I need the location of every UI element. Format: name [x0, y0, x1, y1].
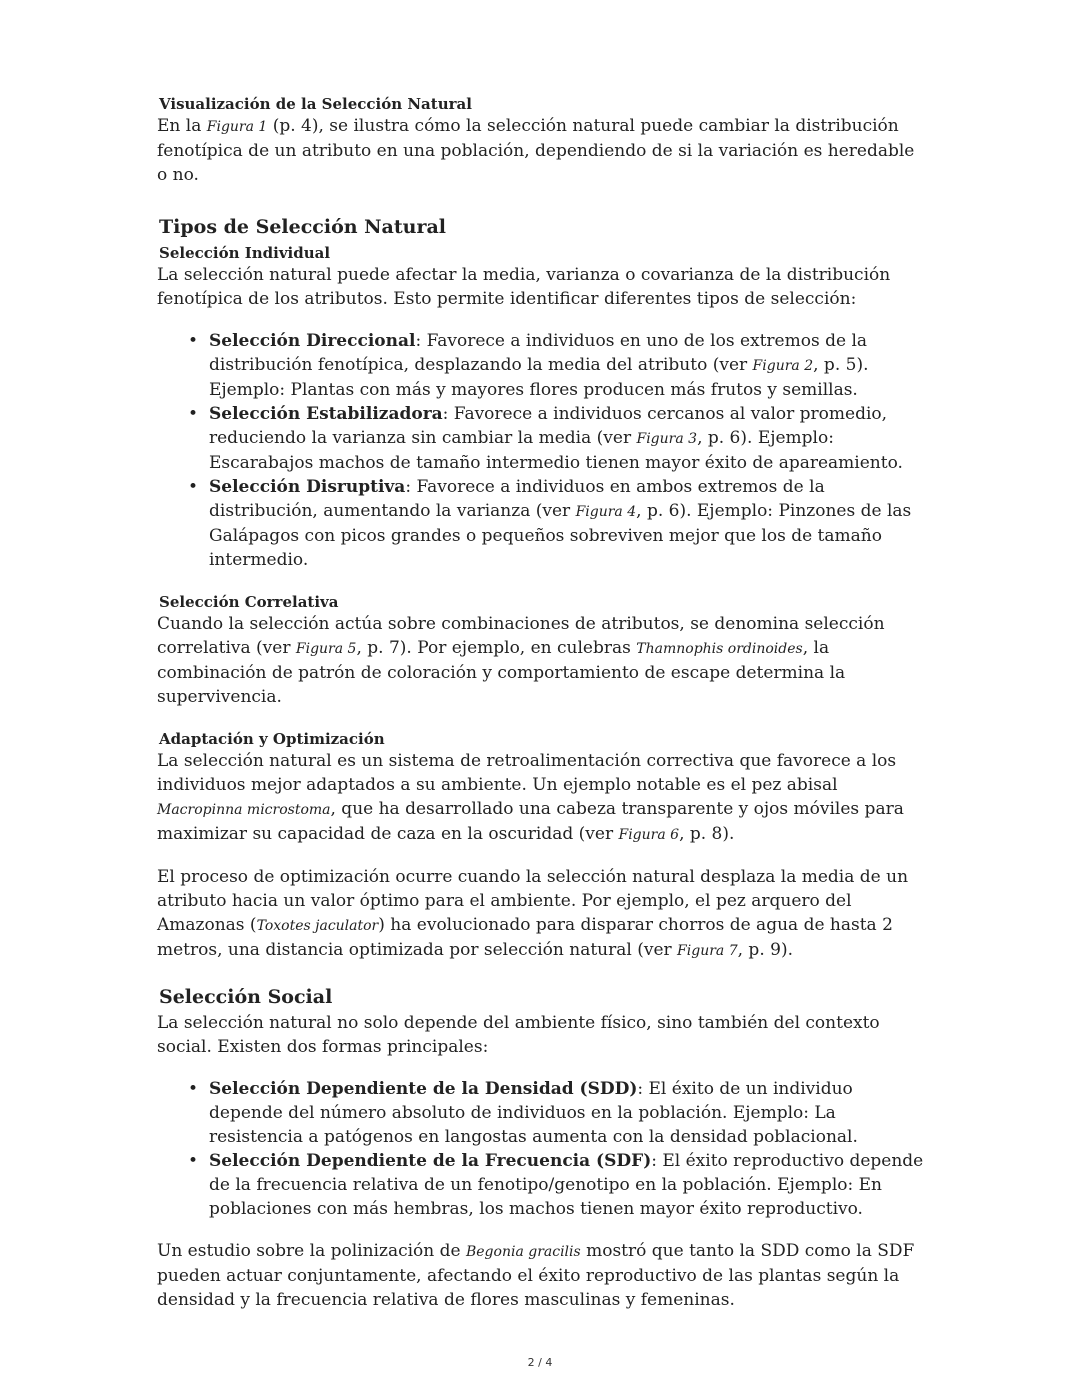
page-indicator: 2 / 4	[527, 1356, 553, 1369]
list-item: • Selección Estabilizadora: Favorece a individuos cercanos al valor promedio, reduciendo la varianza sin cambiar la media (ver Figura 3, p. 6). Ejemplo: Escarabajos machos de tamaño intermedio tienen mayor éxito de apareamiento.	[188, 404, 903, 473]
figure-reference: Figura 7	[677, 943, 738, 959]
heading-adaptacion: Adaptación y Optimización	[159, 730, 385, 748]
figure-reference: Figura 5	[295, 641, 357, 657]
paragraph-visualizacion: En la Figura 1 (p. 4), se ilustra cómo la selección natural puede cambiar la distribución fenotípica de un atributo en una población, dependiendo de si la variación es heredable o no.	[157, 116, 915, 185]
list-item: • Selección Disruptiva: Favorece a individuos en ambos extremos de la distribución, aumentando la varianza (ver Figura 4, p. 6). Ejemplo: Pinzones de las Galápagos con picos grandes o pequeños sobreviven mejor que los de tamaño intermedio.	[188, 477, 912, 570]
list-item: • Selección Dependiente de la Frecuencia (SDF): El éxito reproductivo depende de la frecuencia relativa de un fenotipo/genotipo en la población. Ejemplo: En poblaciones con más hembras, los machos tienen mayor éxito reproductivo.	[188, 1151, 924, 1219]
figure-reference: Figura 6	[618, 827, 680, 843]
document-page	[157, 94, 927, 1312]
paragraph-social-closing: Un estudio sobre la polinización de Begonia gracilis mostró que tanto la SDD como la SDF pueden actuar conjuntamente, afectando el éxito reproductivo de las plantas según la densidad y la frecuencia relativa de flores masculinas y femeninas.	[157, 1241, 915, 1310]
paragraph-correlativa: Cuando la selección actúa sobre combinaciones de atributos, se denomina selección correlativa (ver Figura 5, p. 7). Por ejemplo, en culebras Thamnophis ordinoides, la combinación de patrón de coloración y comportamiento de escape determina la supervivencia.	[157, 614, 885, 707]
bullet-icon: •	[188, 477, 199, 497]
species-name: Toxotes jaculator	[256, 918, 379, 934]
list-item: • Selección Dependiente de la Densidad (SDD): El éxito de un individuo depende del número absoluto de individuos en la población. Ejemplo: La resistencia a patógenos en langostas aumenta con la densidad poblacional.	[188, 1079, 858, 1147]
heading-visualizacion: Visualización de la Selección Natural	[159, 95, 472, 113]
species-name: Macropinna microstoma	[157, 802, 331, 818]
list-tipos-seleccion	[157, 329, 927, 572]
species-name: Thamnophis ordinoides	[636, 641, 803, 657]
bullet-icon: •	[188, 1151, 199, 1171]
bullet-icon: •	[188, 404, 199, 424]
heading-seleccion-social: Selección Social	[159, 986, 333, 1008]
figure-reference: Figura 4	[575, 504, 637, 520]
figure-reference: Figura 2	[752, 358, 814, 374]
paragraph-social-intro: La selección natural no solo depende del ambiente físico, sino también del contexto social. Existen dos formas principales:	[157, 1013, 880, 1057]
paragraph-adaptacion-1: La selección natural es un sistema de retroalimentación correctiva que favorece a los individuos mejor adaptados a su ambiente. Un ejemplo notable es el pez abisal Macropinna microstoma, que ha desarrollado una cabeza transparente y ojos móviles para maximizar su capacidad de caza en la oscuridad (ver Figura 6, p. 8).	[157, 751, 904, 844]
list-seleccion-social	[157, 1077, 927, 1221]
heading-seleccion-correlativa: Selección Correlativa	[159, 593, 339, 611]
bullet-icon: •	[188, 331, 199, 351]
figure-reference: Figura 1	[206, 119, 268, 135]
list-item: • Selección Direccional: Favorece a individuos en uno de los extremos de la distribución fenotípica, desplazando la media del atributo (ver Figura 2, p. 5). Ejemplo: Plantas con más y mayores flores producen más frutos y semillas.	[188, 331, 869, 400]
heading-tipos: Tipos de Selección Natural	[159, 216, 446, 238]
paragraph-individual-intro: La selección natural puede afectar la media, varianza o covarianza de la distribución fenotípica de los atributos. Esto permite identificar diferentes tipos de selección:	[157, 265, 891, 309]
heading-seleccion-individual: Selección Individual	[159, 244, 331, 262]
species-name: Begonia gracilis	[465, 1244, 581, 1260]
paragraph-adaptacion-2: El proceso de optimización ocurre cuando la selección natural desplaza la media de un atributo hacia un valor óptimo para el ambiente. Por ejemplo, el pez arquero del Amazonas (Toxotes jaculator) ha evolucionado para disparar chorros de agua de hasta 2 metros, una distancia optimizada por selección natural (ver Figura 7, p. 9).	[157, 867, 909, 960]
figure-reference: Figura 3	[636, 431, 698, 447]
bullet-icon: •	[188, 1079, 199, 1099]
